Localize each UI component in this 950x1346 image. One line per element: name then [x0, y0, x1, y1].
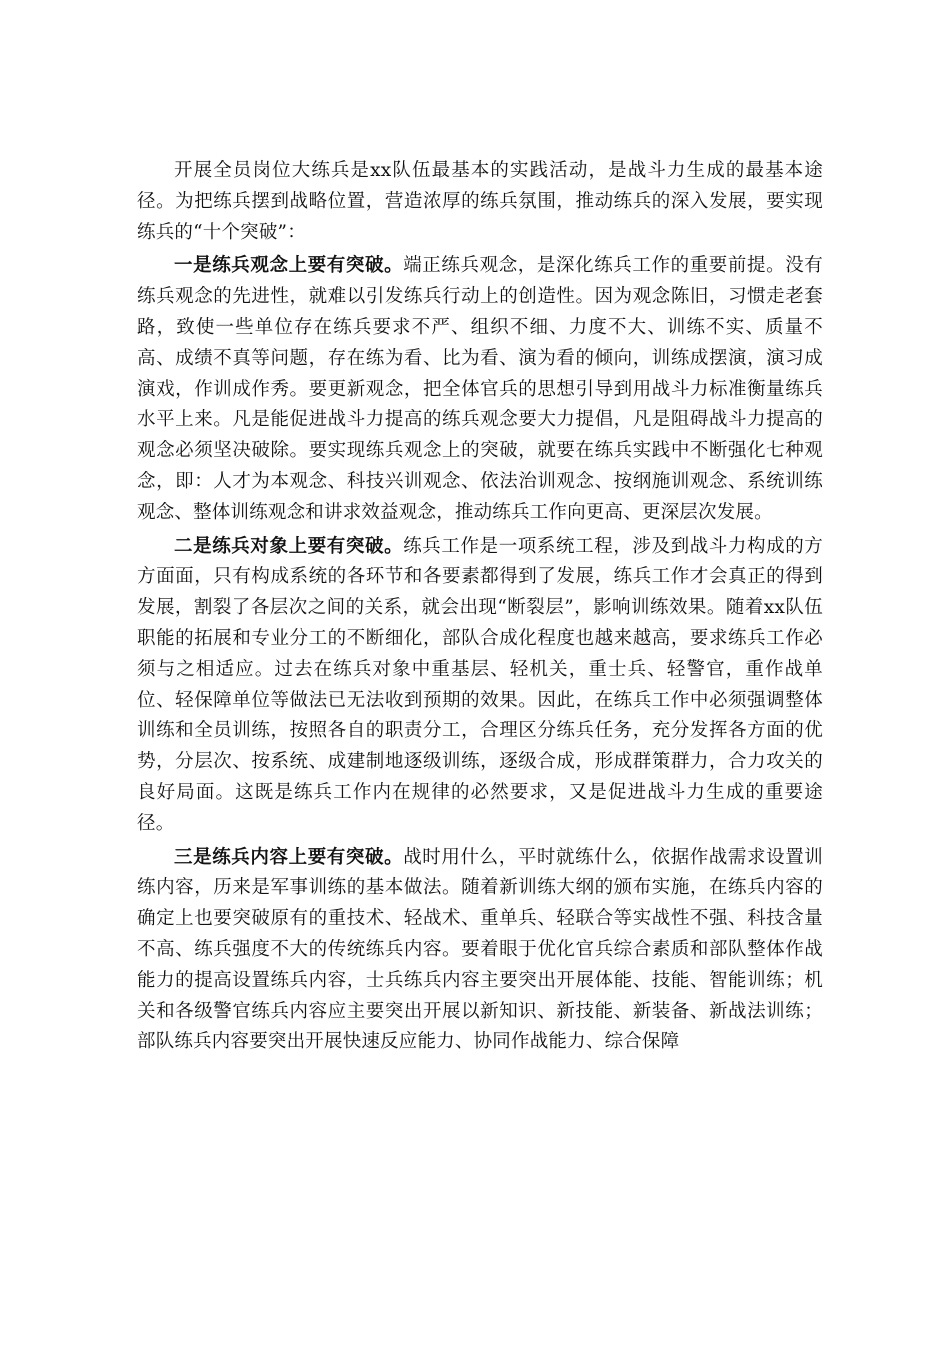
intro-paragraph [137, 156, 823, 248]
paragraph-training-target-text: 练兵工作是一项系统工程，涉及到战斗力构成的方方面面，只有构成系统的各环节和各要素都得到了发展，练兵工作才会真正的得到发展，割裂了各层次之间的关系，就会出现“断裂层”，影响训练效果。随着xx队伍职能的拓展和专业分工的不断细化，部队合成化程度也越来越高，要求练兵工作必须与之相适应。过去在练兵对象中重基层、轻机关，重士兵、轻警官，重作战单位、轻保障单位等做法已无法收到预期的效果。因此，在练兵工作中必须强调整体训练和全员训练，按照各自的职责分工，合理区分练兵任务，充分发挥各方面的优势，分层次、按系统、成建制地逐级训练，逐级合成，形成群策群力，合力攻关的良好局面。这既是练兵工作内在规律的必然要求，又是促进战斗力生成的重要途径。 [137, 535, 823, 834]
paragraph-training-concept [137, 251, 823, 528]
paragraph-training-content-text: 战时用什么，平时就练什么，依据作战需求设置训练内容，历来是军事训练的基本做法。随着新训练大纲的颁布实施，在练兵内容的确定上也要突破原有的重技术、轻战术、重单兵、轻联合等实战性不强、科技含量不高、练兵强度不大的传统练兵内容。要着眼于优化官兵综合素质和部队整体作战能力的提高设置练兵内容，士兵练兵内容主要突出开展体能、技能、智能训练；机关和各级警官练兵内容应主要突出开展以新知识、新技能、新装备、新战法训练；部队练兵内容要突出开展快速反应能力、协同作战能力、综合保障 [137, 846, 823, 1053]
document-body [137, 156, 823, 1061]
paragraph-training-content-heading: 三是练兵内容上要有突破。 [174, 846, 404, 868]
paragraph-training-target [137, 532, 823, 840]
paragraph-training-concept-heading: 一是练兵观念上要有突破。 [174, 255, 404, 277]
intro-paragraph-text: 开展全员岗位大练兵是xx队伍最基本的实践活动，是战斗力生成的最基本途径。为把练兵摆到战略位置，营造浓厚的练兵氛围，推动练兵的深入发展，要实现练兵的“十个突破”： [137, 160, 823, 243]
paragraph-training-concept-text: 端正练兵观念，是深化练兵工作的重要前提。没有练兵观念的先进性，就难以引发练兵行动上的创造性。因为观念陈旧，习惯走老套路，致使一些单位存在练兵要求不严、组织不细、力度不大、训练不实、质量不高、成绩不真等问题，存在练为看、比为看、演为看的倾向，训练成摆演，演习成演戏，作训成作秀。要更新观念，把全体官兵的思想引导到用战斗力标准衡量练兵水平上来。凡是能促进战斗力提高的练兵观念要大力提倡，凡是阻碍战斗力提高的观念必须坚决破除。要实现练兵观念上的突破，就要在练兵实践中不断强化七种观念，即：人才为本观念、科技兴训观念、依法治训观念、按纲施训观念、系统训练观念、整体训练观念和讲求效益观念，推动练兵工作向更高、更深层次发展。 [137, 255, 823, 523]
paragraph-training-target-heading: 二是练兵对象上要有突破。 [174, 535, 404, 557]
paragraph-training-content [137, 843, 823, 1059]
